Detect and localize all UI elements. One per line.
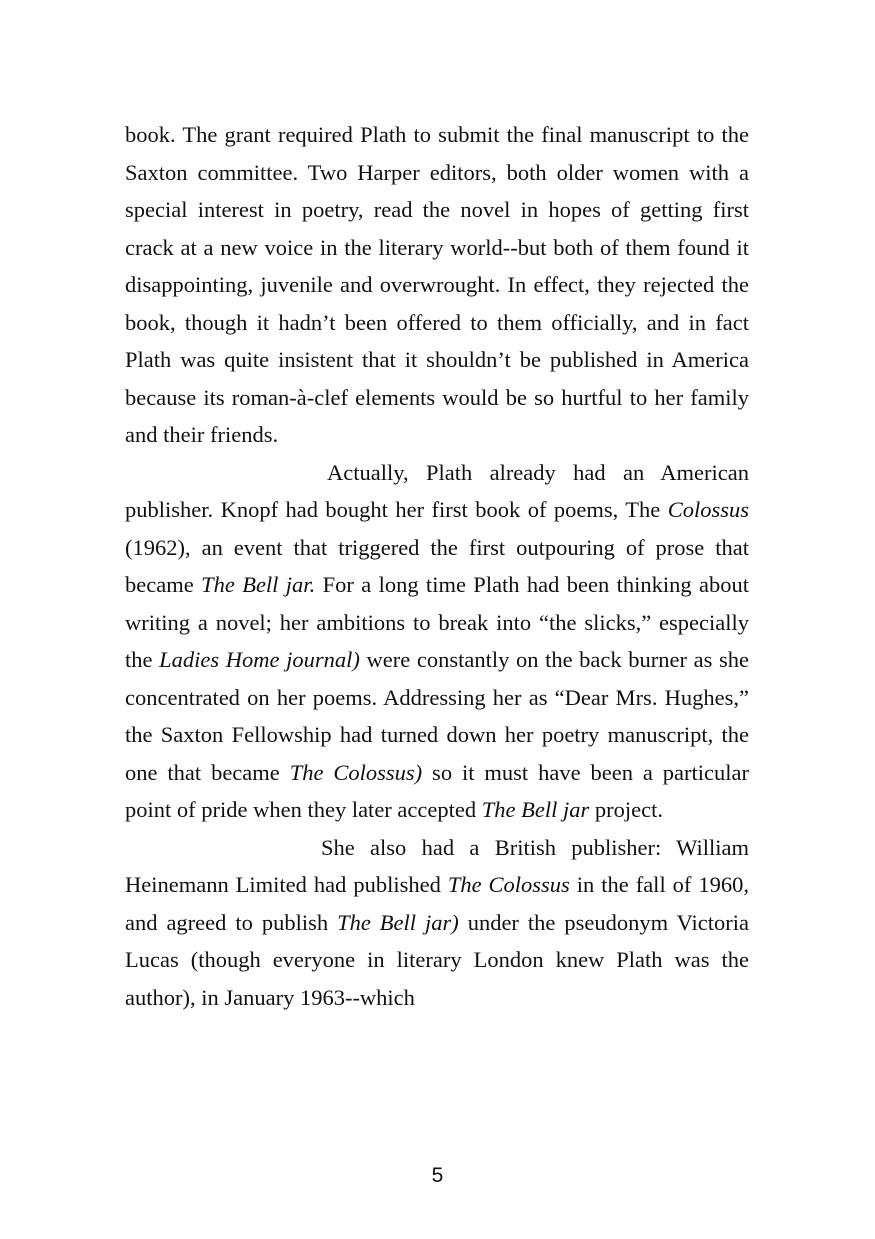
body-text: [125, 116, 749, 1016]
book-title: The Bell jar): [337, 909, 459, 935]
paragraph-text: She also had a British publisher: William Heinemann Limited had published: [125, 834, 749, 897]
paragraph-text: in the fall of 1960, and agreed to publish: [125, 872, 749, 935]
paragraph-text: Actually, Plath already had an American publisher. Knopf had bought her first book of poems, The: [125, 459, 749, 522]
book-title: The Bell jar: [481, 797, 590, 822]
paragraph-text: book. The grant required Plath to submit the final manuscript to the Saxton committee. Two Harper editors, both older women with a special interest in poetry, read the novel in hopes of getting first crack at a new voice in the literary world--but both of them found it disappointing, juvenile and overwrought. In effect, they rejected the book, though it hadn’t been offered to them officially, and in fact Plath was quite insistent that it shouldn’t be published in America because its roman-à-clef elements would be so hurtful to her family and their friends.: [125, 122, 749, 447]
paragraph-text: so it must have been a particular point of pride when they later accepted: [125, 759, 749, 822]
paragraph-text: For a long time Plath had been thinking about writing a novel; her ambitions to break into “the slicks,” especially the: [125, 572, 749, 672]
book-title: The Colossus): [289, 759, 423, 785]
book-title: Colossus: [667, 497, 749, 522]
paragraph-text: were constantly on the back burner as she concentrated on her poems. Addressing her as “Dear Mrs. Hughes,” the Saxton Fellowship had turned down her poetry manuscript, the one that became: [125, 647, 749, 785]
book-title: The Bell jar.: [201, 572, 316, 597]
paragraph-text: (1962), an event that triggered the first outpouring of prose that became: [125, 534, 749, 597]
magazine-title: Ladies Home journal): [159, 647, 360, 672]
book-title: The Colossus: [447, 872, 570, 897]
paragraph: [125, 454, 749, 829]
page-number: 5: [431, 1164, 444, 1187]
paragraph-text: under the pseudonym Victoria Lucas (though everyone in literary London knew Plath was the author), in January 1963--which: [125, 909, 750, 1010]
paragraph: [125, 116, 749, 454]
paragraph: [125, 829, 749, 1017]
paragraph-text: project.: [589, 797, 663, 822]
